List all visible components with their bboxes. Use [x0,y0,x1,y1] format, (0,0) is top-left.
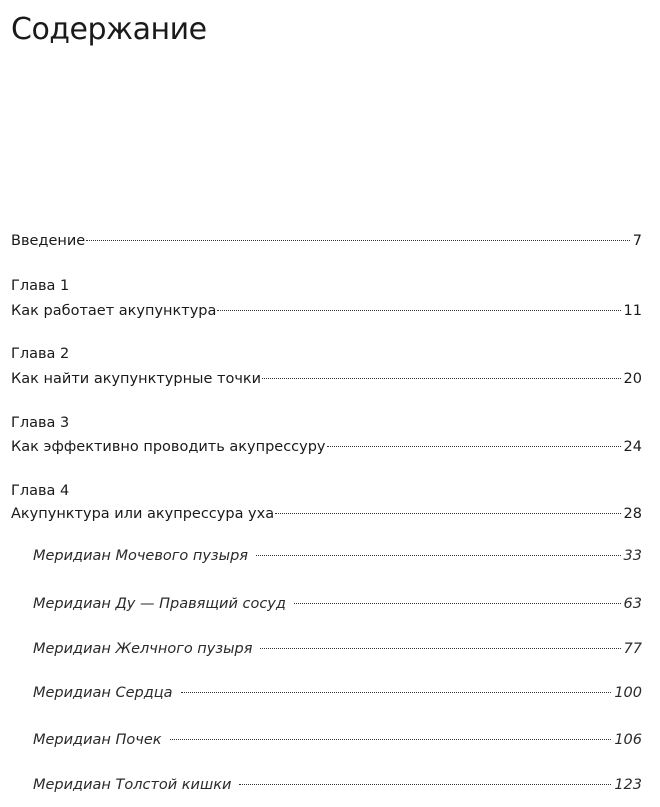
toc-entry-title: Меридиан Мочевого пузыря [33,548,249,564]
dot-leader [294,603,621,604]
dot-leader [275,513,620,514]
toc-entry-title: Меридиан Толстой кишки [33,777,232,793]
toc-entry-title: Введение [11,233,86,249]
toc-entry-page: 63 [623,596,642,612]
chapter-label: Глава 1 [11,278,70,294]
toc-entry-title: Как работает акупунктура [11,303,217,319]
toc-entry-page: 106 [614,732,642,748]
dot-leader [170,739,612,740]
chapter-label: Глава 3 [11,415,70,431]
chapter-label: Глава 2 [11,346,70,362]
toc-entry-title: Акупунктура или акупрессура уха [11,506,275,522]
toc-subentry-meridian[interactable] [33,730,642,750]
dot-leader [86,240,630,241]
dot-leader [260,648,620,649]
toc-entry-page: 20 [623,371,642,387]
toc-entry-page: 11 [623,303,642,319]
dot-leader [217,310,620,311]
toc-entry-page: 100 [614,685,642,701]
toc-subentry-meridian[interactable] [33,683,642,703]
toc-subentry-meridian[interactable] [33,546,642,566]
toc-entry-title: Меридиан Сердца [33,685,173,701]
chapter-label: Глава 4 [11,483,70,499]
toc-entry-page: 33 [623,548,642,564]
toc-entry-page: 24 [623,439,642,455]
toc-entry-chapter-2[interactable] [11,369,642,389]
toc-subentry-meridian[interactable] [33,775,642,795]
toc-entry-chapter-1[interactable] [11,301,642,321]
page-title: Содержание [11,12,207,47]
toc-entry-title: Меридиан Ду — Правящий сосуд [33,596,286,612]
toc-entry-title: Как найти акупунктурные точки [11,371,262,387]
toc-entry-chapter-4[interactable] [11,504,642,524]
toc-subentry-meridian[interactable] [33,594,642,614]
dot-leader [181,692,612,693]
toc-entry-page: 28 [623,506,642,522]
dot-leader [239,784,611,785]
toc-entry-title: Меридиан Желчного пузыря [33,641,253,657]
toc-entry-intro[interactable] [11,231,642,251]
dot-leader [262,378,620,379]
dot-leader [256,555,621,556]
toc-entry-title: Как эффективно проводить акупрессуру [11,439,326,455]
toc-entry-page: 123 [614,777,642,793]
toc-entry-page: 7 [632,233,642,249]
toc-entry-page: 77 [623,641,642,657]
toc-entry-title: Меридиан Почек [33,732,162,748]
dot-leader [327,446,621,447]
toc-subentry-meridian[interactable] [33,639,642,659]
toc-entry-chapter-3[interactable] [11,437,642,457]
